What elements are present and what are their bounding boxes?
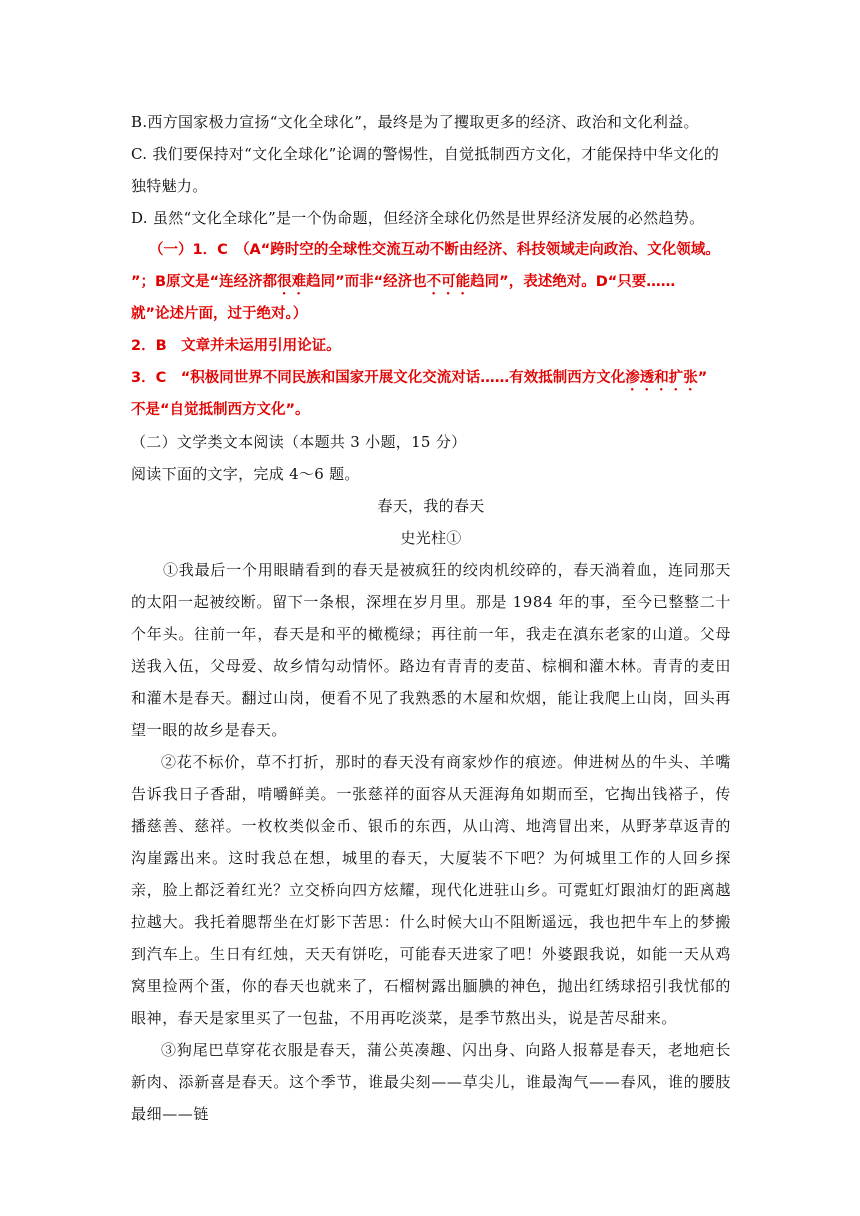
section-heading: （二）文学类文本阅读（本题共 3 小题，15 分） [131, 433, 467, 451]
option-c-line1: C. 我们要保持对“文化全球化”论调的警惕性，自觉抵制西方文化，才能保持中华文化的 [131, 145, 720, 163]
answer-1-line2-mid: 趋同”而非“经济也 [306, 274, 427, 290]
answer-3-line1-post: ” [697, 370, 708, 386]
answer-1-line1: （一）1．C （A“跨时空的全球性交流互动不断由经济、科技领域走向政治、文化领域。 [149, 242, 720, 258]
paragraph-1: ①我最后一个用眼睛看到的春天是被疯狂的绞肉机绞碎的，春天淌着血，连同那天的太阳一起被绞断。留下一条根，深埋在岁月里。那是 1984 年的事，至今已整整二十个年头。往前一年，春天是和平的橄榄绿；再往前一年，我走在滇东老家的山道。父母送我入伍，父母爱、故乡情勾动情怀。路边有青青的麦苗、棕榈和灌木林。青青的麦田和灌木是春天。翻过山岗，便看不见了我熟悉的木屋和炊烟，能让我爬上山岗，回头再望一眼的故乡是春天。 [131, 561, 731, 739]
answer-1-emphasis-1: 很难 [277, 274, 307, 290]
option-d: D. 虽然“文化全球化”是一个伪命题，但经济全球化仍然是世界经济发展的必然趋势。 [131, 209, 705, 227]
document-page [131, 106, 731, 1130]
option-b: B.西方国家极力宣扬“文化全球化”，最终是为了攫取更多的经济、政治和文化利益。 [131, 113, 699, 131]
answer-3-line1-pre: 3．C “积极同世界不同民族和国家开展文化交流对话……有效抵制西方文化 [131, 370, 626, 386]
paragraph-3: ③狗尾巴草穿花衣服是春天，蒲公英凑趣、闪出身、向路人报幕是春天，老地疤长新肉、添新喜是春天。这个季节，谁最尖刻——草尖儿，谁最淘气——春风，谁的腰肢最细——链 [131, 1041, 731, 1123]
answer-1-line2-pre: ”；B原文是“连经济都 [131, 274, 278, 290]
paragraph-2: ②花不标价，草不打折，那时的春天没有商家炒作的痕迹。伸进树丛的牛头、羊嘴告诉我日子香甜，啃嚼鲜美。一张慈祥的面容从天涯海角如期而至，它掏出钱褡子，传播慈善、慈祥。一枚枚类似金币、银币的东西，从山湾、地湾冒出来，从野茅草返青的沟崖露出来。这时我总在想，城里的春天，大厦装不下吧？为何城里工作的人回乡探亲，脸上都泛着红光？立交桥向四方炫耀，现代化进驻山乡。可霓虹灯跟油灯的距离越拉越大。我托着腮帮坐在灯影下苦思：什么时候大山不阻断遥远，我也把牛车上的梦搬到汽车上。生日有红烛，天天有饼吃，可能春天进家了吧！外婆跟我说，如能一天从鸡窝里捡两个蛋，你的春天也就来了，石榴树露出腼腆的神色，抛出红绣球招引我忧郁的眼神，春天是家里买了一包盐，不用再吃淡菜，是季节熬出头，说是苦尽甜来。 [131, 753, 731, 1027]
section-instruction: 阅读下面的文字，完成 4～6 题。 [131, 465, 360, 483]
answer-2: 2．B 文章并未运用引用论证。 [131, 338, 341, 354]
answer-1-line2 [131, 266, 731, 298]
answer-3-line2: 不是“自觉抵制西方文化”。 [131, 402, 310, 418]
answer-1-line2-post: 趋同”，表述绝对。D“只要…… [470, 274, 676, 290]
answer-1-emphasis-2: 不可能 [426, 274, 471, 290]
article-title: 春天，我的春天 [377, 497, 485, 515]
article-author: 史光柱① [400, 529, 462, 547]
answer-3-line1 [131, 362, 731, 394]
answer-3-emphasis: 渗透和扩张 [625, 370, 698, 386]
option-c-line2: 独特魅力。 [131, 177, 208, 195]
answer-1-line3: 就”论述片面，过于绝对。） [131, 306, 308, 322]
